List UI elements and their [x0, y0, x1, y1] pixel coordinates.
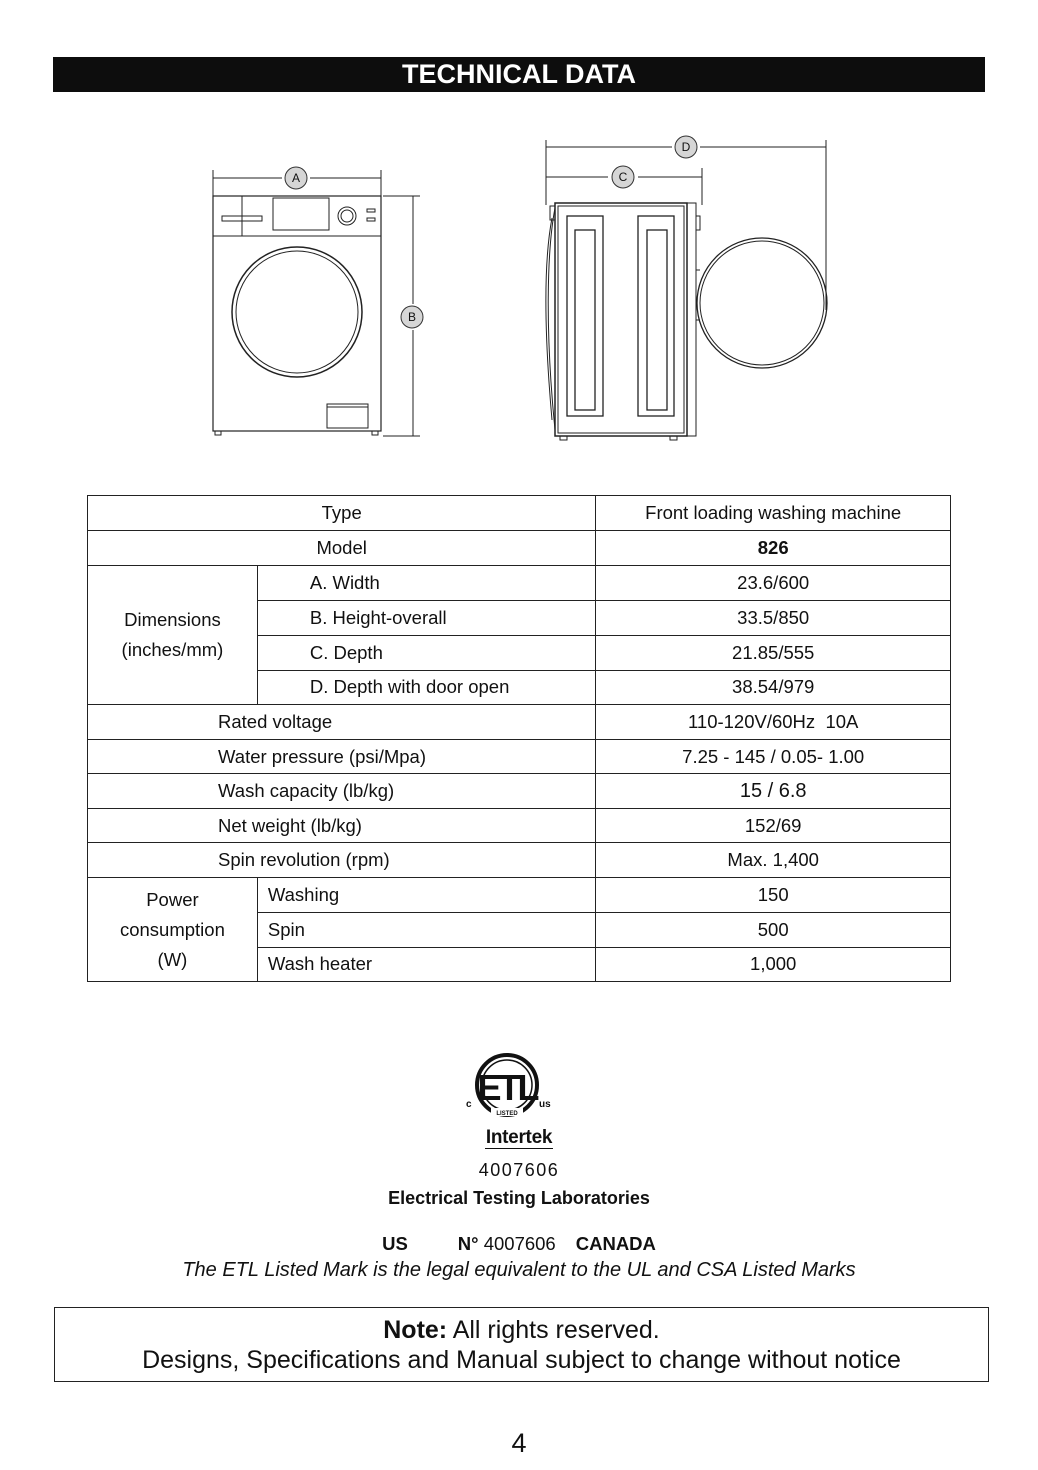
etl-listed-logo	[455, 1050, 560, 1125]
depth-label: C. Depth	[257, 635, 596, 670]
wash-capacity-value: 15 / 6.8	[596, 774, 951, 809]
page-title: TECHNICAL DATA	[53, 57, 985, 92]
note-box: Note: All rights reserved. Designs, Specifications and Manual subject to change without notice	[54, 1307, 989, 1382]
net-weight-label: Net weight (lb/kg)	[88, 809, 596, 843]
depth-door-open-value: 38.54/979	[596, 670, 951, 704]
depth-door-open-label: D. Depth with door open	[257, 670, 596, 704]
wash-heater-label: Wash heater	[257, 947, 596, 981]
svg-text:LISTED: LISTED	[496, 1111, 518, 1117]
washing-value: 150	[596, 878, 951, 912]
wash-heater-value: 1,000	[596, 947, 951, 981]
label-a: A	[291, 171, 301, 185]
label-d: D	[681, 140, 691, 154]
etl-legal-text: The ETL Listed Mark is the legal equivalent to the UL and CSA Listed Marks	[182, 1259, 856, 1281]
table-row	[88, 843, 951, 878]
spin-label: Spin	[257, 912, 596, 947]
table-row	[88, 704, 951, 739]
height-value: 33.5/850	[596, 601, 951, 635]
type-label: Type	[88, 496, 596, 531]
width-value: 23.6/600	[596, 566, 951, 601]
rated-voltage-label: Rated voltage	[88, 704, 596, 739]
etl-lab-name: Electrical Testing Laboratories	[388, 1188, 650, 1208]
table-row	[88, 739, 951, 773]
model-label: Model	[88, 531, 596, 566]
washing-label: Washing	[257, 878, 596, 912]
table-row	[88, 878, 951, 912]
svg-text:c: c	[466, 1099, 472, 1110]
washer-dimension-diagram	[200, 130, 840, 450]
etl-number: 4007606	[478, 1160, 560, 1180]
label-b: B	[407, 310, 417, 324]
page-number: 4	[511, 1428, 527, 1458]
spin-revolution-label: Spin revolution (rpm)	[88, 843, 596, 878]
svg-text:us: us	[539, 1099, 551, 1110]
intertek-label: Intertek	[485, 1127, 553, 1148]
svg-text:ETL: ETL	[477, 1067, 537, 1108]
table-row	[88, 566, 951, 601]
label-c: C	[618, 170, 628, 184]
height-label: B. Height-overall	[257, 601, 596, 635]
rated-voltage-value: 110-120V/60Hz 10A	[596, 704, 951, 739]
water-pressure-value: 7.25 - 145 / 0.05- 1.00	[596, 739, 951, 773]
table-row	[88, 774, 951, 809]
spec-table	[87, 495, 951, 982]
spin-revolution-value: Max. 1,400	[596, 843, 951, 878]
type-value: Front loading washing machine	[596, 496, 951, 531]
power-consumption-label: Power consumption (W)	[88, 878, 258, 982]
etl-registration-line: US N° 4007606 CANADA	[382, 1233, 656, 1254]
wash-capacity-label: Wash capacity (lb/kg)	[88, 774, 596, 809]
width-label: A. Width	[257, 566, 596, 601]
spin-value: 500	[596, 912, 951, 947]
water-pressure-label: Water pressure (psi/Mpa)	[88, 739, 596, 773]
dimensions-label: Dimensions (inches/mm)	[88, 566, 258, 705]
net-weight-value: 152/69	[596, 809, 951, 843]
model-value: 826	[596, 531, 951, 566]
table-row	[88, 496, 951, 531]
table-row	[88, 809, 951, 843]
table-row	[88, 531, 951, 566]
depth-value: 21.85/555	[596, 635, 951, 670]
